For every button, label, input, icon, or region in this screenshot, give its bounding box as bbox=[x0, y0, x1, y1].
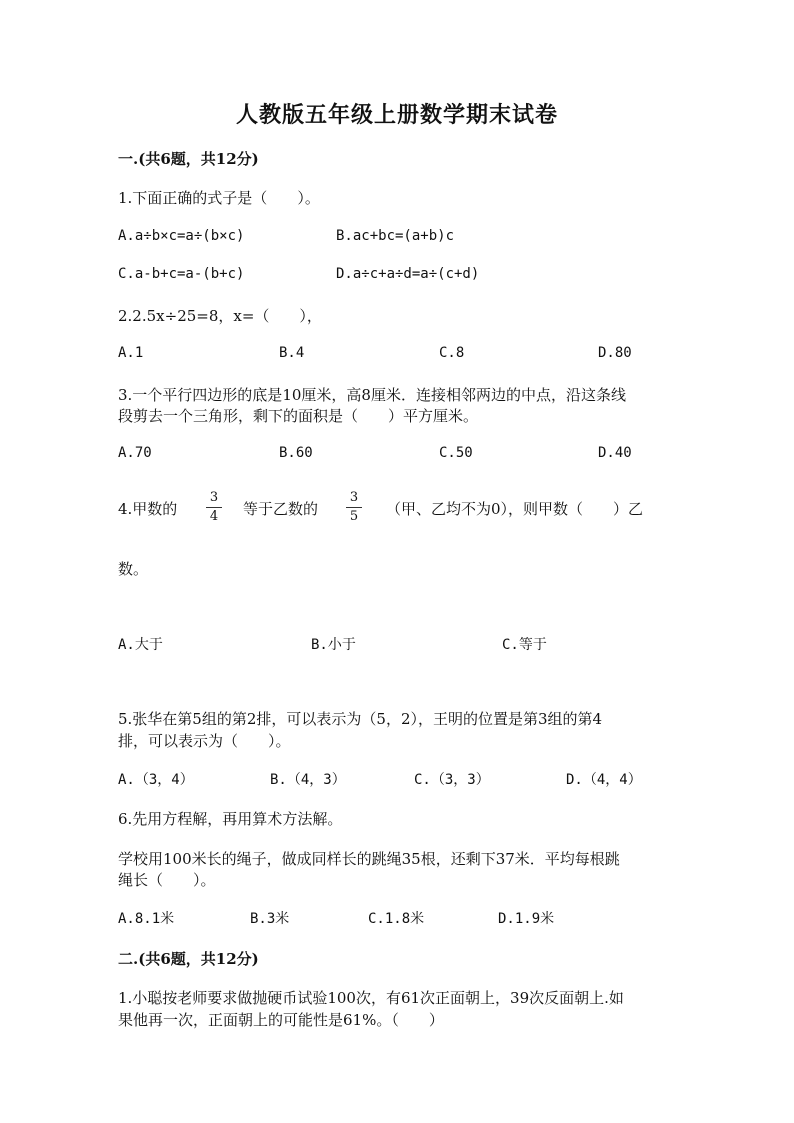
fraction-denominator: 5 bbox=[349, 509, 359, 524]
question-2-stem: 2.2.5x÷25=8，x=（ ）， bbox=[118, 307, 322, 325]
question-1-stem: 1.下面正确的式子是（ ）。 bbox=[118, 189, 320, 207]
question-4-line-2: 数。 bbox=[118, 560, 149, 578]
question-5-option-c: C.（3，3） bbox=[414, 772, 490, 788]
fraction-three-quarters bbox=[206, 491, 222, 524]
question-5-option-a: A.（3，4） bbox=[118, 772, 194, 788]
question-5-option-b: B.（4，3） bbox=[270, 772, 346, 788]
question-1-option-b: B.ac+bc=(a+b)c bbox=[336, 228, 455, 244]
question-4-part-3: （甲、乙均不为0），则甲数（ ）乙 bbox=[386, 500, 644, 518]
question-6-line-2: 绳长（ ）。 bbox=[118, 871, 216, 889]
fraction-denominator: 4 bbox=[209, 509, 219, 524]
section-heading-2: 二.(共6题，共12分) bbox=[118, 950, 259, 968]
fraction-numerator: 3 bbox=[349, 490, 359, 505]
judgement-1-line-1: 1.小聪按老师要求做抛硬币试验100次，有61次正面朝上，39次反面朝上.如 bbox=[118, 989, 624, 1007]
question-5-option-d: D.（4，4） bbox=[566, 772, 642, 788]
fraction-numerator: 3 bbox=[209, 490, 219, 505]
fraction-bar bbox=[346, 507, 362, 508]
section-heading-1: 一.(共6题，共12分) bbox=[118, 150, 259, 168]
question-1-option-a: A.a÷b×c=a÷(b×c) bbox=[118, 228, 245, 244]
question-3-line-2: 段剪去一个三角形，剩下的面积是（ ）平方厘米。 bbox=[118, 407, 479, 425]
question-6-option-a: A.8.1米 bbox=[118, 911, 175, 927]
question-6-option-c: C.1.8米 bbox=[368, 911, 425, 927]
question-4-option-b: B.小于 bbox=[311, 637, 356, 653]
page-title: 人教版五年级上册数学期末试卷 bbox=[235, 102, 558, 128]
question-3-option-b: B.60 bbox=[279, 445, 313, 461]
question-4-option-a: A.大于 bbox=[118, 637, 163, 653]
question-6-stem: 6.先用方程解，再用算术方法解。 bbox=[118, 810, 343, 828]
question-2-option-a: A.1 bbox=[118, 345, 144, 361]
question-5-line-1: 5.张华在第5组的第2排，可以表示为（5，2），王明的位置是第3组的第4 bbox=[118, 710, 603, 728]
fraction-bar bbox=[206, 507, 222, 508]
question-4-option-c: C.等于 bbox=[502, 637, 547, 653]
question-2-option-b: B.4 bbox=[279, 345, 305, 361]
question-5-line-2: 排，可以表示为（ ）。 bbox=[118, 732, 291, 750]
fraction-three-fifths bbox=[346, 491, 362, 524]
question-2-option-d: D.80 bbox=[598, 345, 632, 361]
question-1-option-d: D.a÷c+a÷d=a÷(c+d) bbox=[336, 266, 480, 282]
question-3-option-a: A.70 bbox=[118, 445, 152, 461]
question-4-part-2: 等于乙数的 bbox=[243, 500, 319, 518]
question-3-line-1: 3.一个平行四边形的底是10厘米，高8厘米．连接相邻两边的中点，沿这条线 bbox=[118, 386, 626, 404]
question-3-option-c: C.50 bbox=[439, 445, 473, 461]
question-4-part-1: 4.甲数的 bbox=[118, 500, 178, 518]
question-6-option-b: B.3米 bbox=[250, 911, 290, 927]
question-3-option-d: D.40 bbox=[598, 445, 632, 461]
question-1-option-c: C.a-b+c=a-(b+c) bbox=[118, 266, 245, 282]
question-6-line-1: 学校用100米长的绳子，做成同样长的跳绳35根，还剩下37米．平均每根跳 bbox=[118, 850, 620, 868]
question-6-option-d: D.1.9米 bbox=[498, 911, 555, 927]
judgement-1-line-2: 果他再一次，正面朝上的可能性是61%。（ ） bbox=[118, 1011, 444, 1029]
question-2-option-c: C.8 bbox=[439, 345, 465, 361]
